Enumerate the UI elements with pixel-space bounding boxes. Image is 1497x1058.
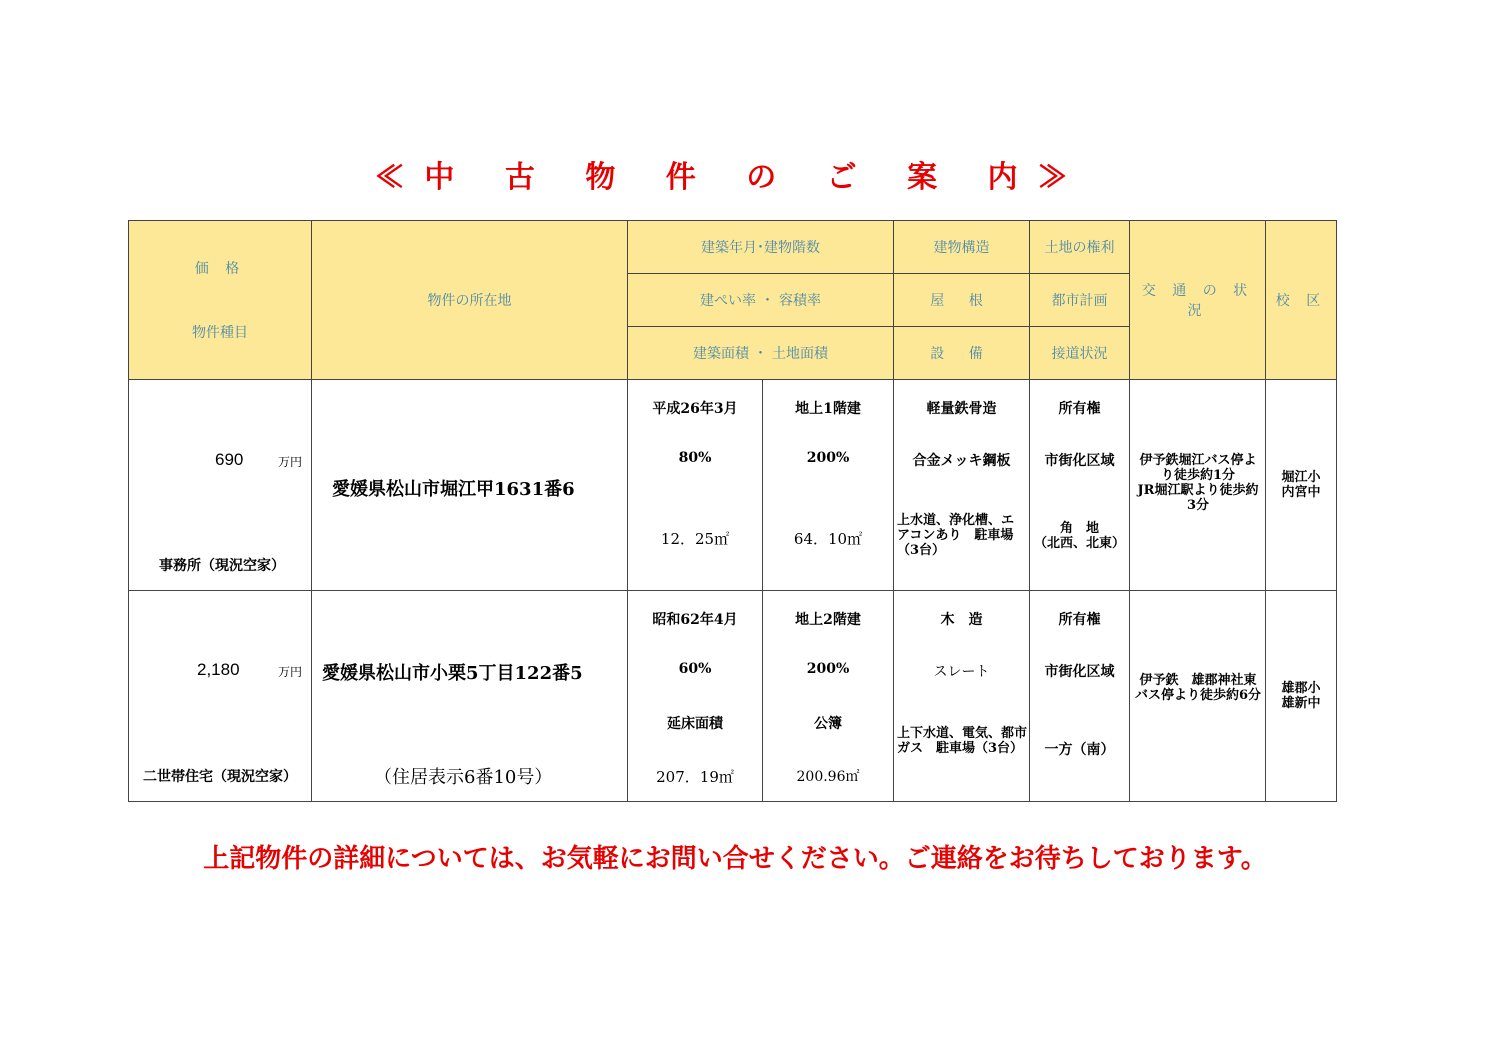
header-type: 物件種目	[192, 325, 248, 341]
row2-school-cell	[1266, 591, 1337, 802]
row2-address-cell	[312, 591, 628, 802]
row1-structure-cell	[894, 380, 1030, 591]
row1-school: 堀江小 内宮中	[1281, 470, 1321, 500]
page-title: ≪中 古 物 件 の ご 案 内≫	[374, 160, 1088, 195]
row1-roof: 合金メッキ鋼板	[912, 453, 1011, 469]
footer-message: 上記物件の詳細については、お気軽にお問い合せください。ご連絡をお待ちしております。	[203, 844, 1267, 874]
row2-area-a: 207．19㎡	[656, 768, 734, 786]
row1-floors: 地上1階建	[795, 401, 861, 417]
row2-built: 昭和62年4月	[652, 612, 738, 628]
header-land-right: 土地の権利	[1030, 221, 1130, 274]
row2-address: 愛媛県松山市小栗5丁目122番5	[322, 663, 583, 684]
row1-school-cell	[1266, 380, 1337, 591]
row2-area-b: 200.96㎡	[796, 769, 860, 785]
row1-transport-cell	[1130, 380, 1266, 591]
row2-area-a-label: 延床面積	[667, 716, 723, 732]
row2-transport: 伊予鉄 雄郡神社東バス停より徒歩約6分	[1134, 673, 1262, 703]
header-roof: 屋 根	[894, 274, 1030, 327]
row2-coverage: 60%	[678, 661, 712, 677]
row2-built-cell	[628, 591, 763, 802]
header-price-type	[129, 221, 312, 380]
row1-area-b: 64．10㎡	[793, 530, 863, 548]
property-table	[128, 220, 1337, 802]
row2-type: 二世帯住宅（現況空家）	[143, 769, 297, 785]
row2-structure-cell	[894, 591, 1030, 802]
row1-price-cell	[129, 380, 312, 591]
row1-structure: 軽量鉄骨造	[926, 401, 997, 417]
row1-coverage: 80%	[678, 450, 712, 466]
row1-transport: 伊予鉄堀江バス停より徒歩約1分 JR堀江駅より徒歩約3分	[1137, 453, 1259, 513]
row2-price-cell	[129, 591, 312, 802]
header-structure: 建物構造	[894, 221, 1030, 274]
row2-price: 2,180	[197, 660, 240, 679]
row1-built-cell	[628, 380, 763, 591]
row1-built: 平成26年3月	[652, 401, 738, 417]
header-area: 建築面積 ・ 土地面積	[628, 327, 894, 380]
row2-city-plan: 市街化区域	[1044, 664, 1115, 680]
row2-road: 一方（南）	[1044, 742, 1115, 758]
row1-land-cell	[1030, 380, 1130, 591]
row2-land-cell	[1030, 591, 1130, 802]
header-ratio: 建ぺい率 ・ 容積率	[628, 274, 894, 327]
row2-area-b-label: 公簿	[814, 716, 842, 732]
header-city-plan: 都市計画	[1030, 274, 1130, 327]
table-row	[129, 380, 1337, 591]
row2-floors-cell	[763, 591, 894, 802]
row1-facility: 上水道、浄化槽、エアコンあり 駐車場（3台）	[897, 513, 1015, 558]
row1-road: 角 地 （北西、北東）	[1033, 521, 1125, 551]
header-road: 接道状況	[1030, 327, 1130, 380]
row1-city-plan: 市街化区域	[1044, 453, 1115, 469]
header-price: 価 格	[194, 261, 246, 277]
row1-address: 愛媛県松山市堀江甲1631番6	[332, 479, 575, 500]
row1-price: 690	[215, 450, 244, 469]
row1-type: 事務所（現況空家）	[159, 558, 285, 574]
row2-address-note: （住居表示6番10号）	[374, 767, 553, 788]
header-location: 物件の所在地	[312, 221, 628, 380]
row2-facility: 上下水道、電気、都市ガス 駐車場（3台）	[897, 726, 1028, 756]
row2-roof: スレート	[933, 664, 990, 680]
header-facility: 設 備	[894, 327, 1030, 380]
table-row	[129, 591, 1337, 802]
row2-unit: 万円	[278, 665, 303, 679]
row1-land-right: 所有権	[1058, 401, 1101, 417]
row2-land-right: 所有権	[1058, 612, 1101, 628]
row2-school: 雄郡小 雄新中	[1281, 681, 1321, 711]
row1-far: 200%	[806, 450, 850, 466]
header-school: 校 区	[1266, 221, 1337, 380]
row2-floors: 地上2階建	[795, 612, 861, 628]
header-transport: 交 通 の 状 況	[1130, 221, 1266, 380]
row1-address-cell	[312, 380, 628, 591]
row1-unit: 万円	[278, 455, 303, 469]
row2-transport-cell	[1130, 591, 1266, 802]
header-built-floors: 建築年月･建物階数	[628, 221, 894, 274]
row1-floors-cell	[763, 380, 894, 591]
row1-area-a: 12．25㎡	[660, 530, 730, 548]
row2-far: 200%	[806, 661, 850, 677]
row2-structure: 木 造	[940, 612, 983, 628]
